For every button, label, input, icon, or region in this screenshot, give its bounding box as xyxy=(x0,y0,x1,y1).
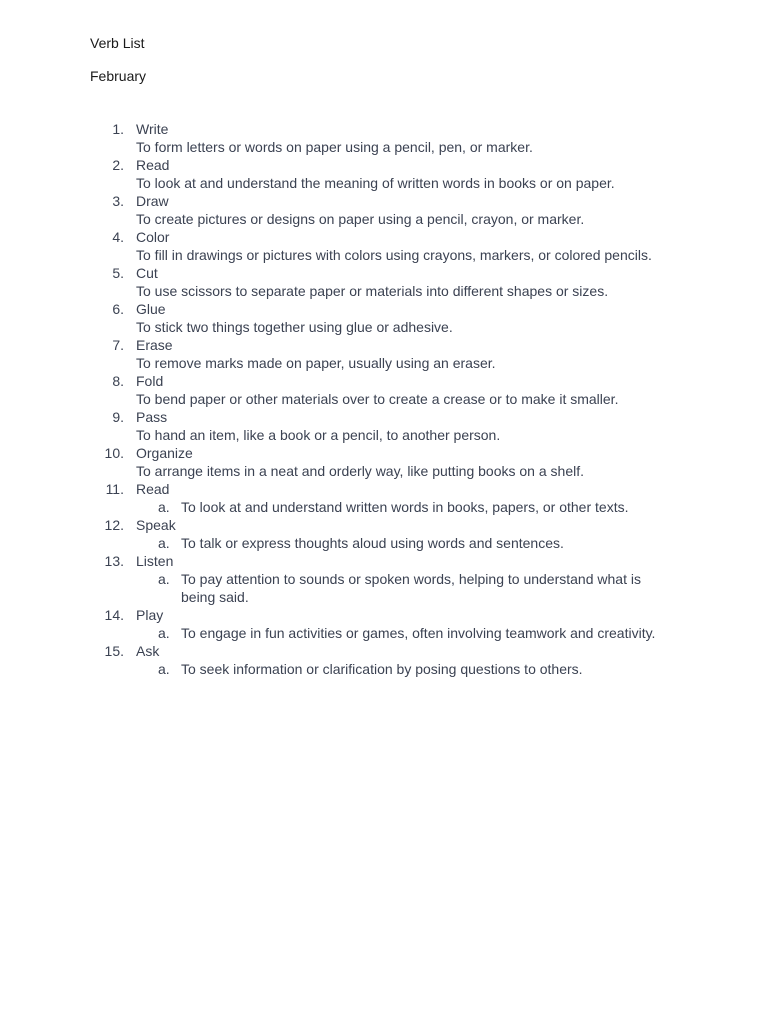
list-item-number: 14. xyxy=(104,607,124,623)
verb-definition: To form letters or words on paper using a pencil, pen, or marker. xyxy=(136,139,533,155)
list-item xyxy=(0,516,768,552)
document-subtitle: February xyxy=(90,68,147,84)
list-item xyxy=(0,264,768,300)
list-item xyxy=(0,156,768,192)
verb-definition: To stick two things together using glue or adhesive. xyxy=(136,319,453,335)
list-item xyxy=(0,192,768,228)
list-item-number: 1. xyxy=(112,121,124,137)
sub-list-marker: a. xyxy=(158,499,170,515)
sub-list-marker: a. xyxy=(158,535,170,551)
list-item-number: 10. xyxy=(104,445,124,461)
list-item xyxy=(0,120,768,156)
sub-list-item xyxy=(136,660,659,678)
list-item-number: 8. xyxy=(112,373,124,389)
sub-list-item xyxy=(136,498,659,516)
verb-word: Listen xyxy=(136,553,174,569)
verb-definition: To remove marks made on paper, usually using an eraser. xyxy=(136,355,496,371)
verb-definition: To look at and understand written words in books, papers, or other texts. xyxy=(181,499,629,515)
verb-definition: To arrange items in a neat and orderly way, like putting books on a shelf. xyxy=(136,463,584,479)
sub-list-item xyxy=(136,534,659,552)
verb-word: Read xyxy=(136,157,170,173)
verb-definition: To fill in drawings or pictures with colors using crayons, markers, or colored pencils. xyxy=(136,247,652,263)
sub-list-item xyxy=(136,624,659,642)
verb-definition: To create pictures or designs on paper using a pencil, crayon, or marker. xyxy=(136,211,585,227)
verb-word: Speak xyxy=(136,517,176,533)
list-item-number: 12. xyxy=(104,517,124,533)
verb-word: Fold xyxy=(136,373,164,389)
list-item-number: 2. xyxy=(112,157,124,173)
list-item-number: 4. xyxy=(112,229,124,245)
verb-word: Glue xyxy=(136,301,166,317)
list-item xyxy=(0,606,768,642)
list-item xyxy=(0,408,768,444)
verb-word: Read xyxy=(136,481,170,497)
verb-word: Play xyxy=(136,607,164,623)
sub-list-item xyxy=(136,570,659,606)
verb-word: Draw xyxy=(136,193,169,209)
document-title: Verb List xyxy=(90,35,145,51)
list-item-number: 11. xyxy=(105,481,124,497)
verb-definition: To engage in fun activities or games, often involving teamwork and creativity. xyxy=(181,625,656,641)
list-item xyxy=(0,372,768,408)
list-item xyxy=(0,642,768,678)
verb-word: Erase xyxy=(136,337,173,353)
list-item xyxy=(0,444,768,480)
verb-definition: To pay attention to sounds or spoken words, helping to understand what is being said. xyxy=(181,571,641,605)
list-item-number: 3. xyxy=(112,193,124,209)
sub-list-marker: a. xyxy=(158,625,170,641)
verb-definition: To seek information or clarification by posing questions to others. xyxy=(181,661,583,677)
list-item xyxy=(0,480,768,516)
verb-word: Ask xyxy=(136,643,160,659)
verb-definition: To use scissors to separate paper or materials into different shapes or sizes. xyxy=(136,283,609,299)
verb-definition: To look at and understand the meaning of written words in books or on paper. xyxy=(136,175,615,191)
list-item xyxy=(0,336,768,372)
verb-word: Organize xyxy=(136,445,193,461)
verb-word: Cut xyxy=(136,265,158,281)
sub-list-marker: a. xyxy=(158,661,170,677)
list-item-number: 9. xyxy=(112,409,124,425)
list-item xyxy=(0,228,768,264)
verb-word: Write xyxy=(136,121,169,137)
verb-definition: To talk or express thoughts aloud using words and sentences. xyxy=(181,535,564,551)
sub-list-marker: a. xyxy=(158,571,170,587)
verb-list xyxy=(0,120,768,678)
list-item-number: 6. xyxy=(112,301,124,317)
list-item xyxy=(0,300,768,336)
list-item-number: 13. xyxy=(104,553,124,569)
list-item xyxy=(0,552,768,606)
verb-definition: To bend paper or other materials over to create a crease or to make it smaller. xyxy=(136,391,619,407)
verb-word: Color xyxy=(136,229,170,245)
verb-word: Pass xyxy=(136,409,168,425)
list-item-number: 7. xyxy=(112,337,124,353)
list-item-number: 15. xyxy=(104,643,124,659)
list-item-number: 5. xyxy=(112,265,124,281)
verb-definition: To hand an item, like a book or a pencil, to another person. xyxy=(136,427,501,443)
